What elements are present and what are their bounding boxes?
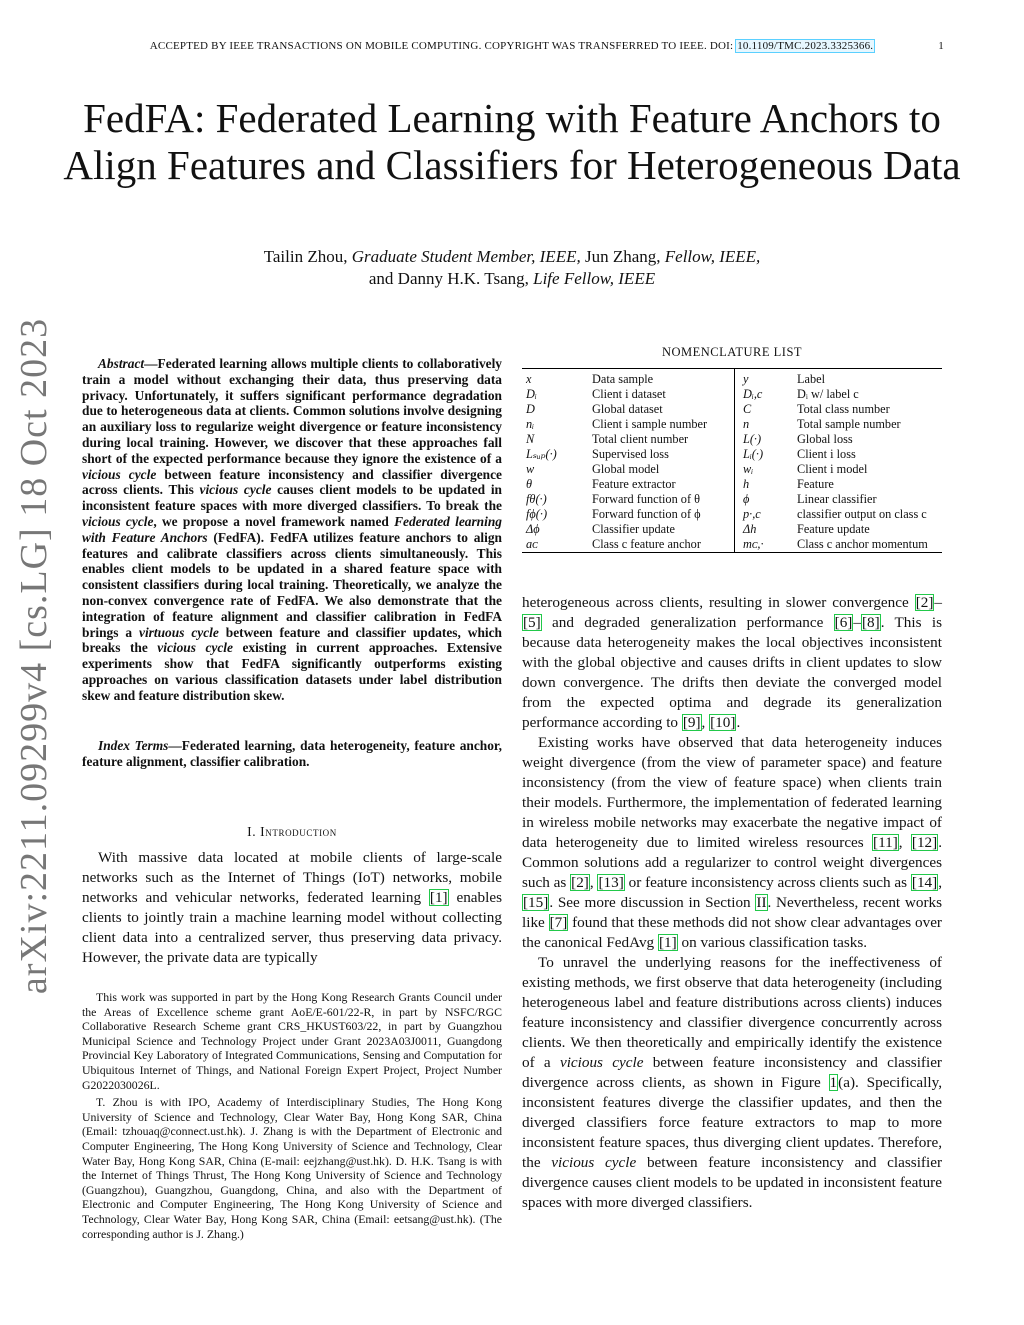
abstract-text: causes client models to be updated in inconsistent feature spaces with more diverged classifiers. To break the (82, 482, 502, 514)
nomenclature-description: Feature (797, 477, 834, 491)
nomenclature-description: Global dataset (592, 402, 735, 417)
abstract-emphasis: vicious cycle (82, 513, 154, 529)
nomenclature-description: Data sample (592, 369, 735, 387)
author-role: Graduate Student Member, IEEE, (351, 247, 581, 266)
nomenclature-description: Class c anchor momentum (797, 537, 928, 551)
citation-link[interactable]: [12] (911, 834, 938, 851)
index-terms-text: —Federated learning, data heterogeneity, feature anchor, feature alignment, classifier calibration. (82, 738, 502, 769)
nomenclature-row (522, 462, 942, 477)
author-list (120, 246, 904, 290)
emphasis-text: vicious cycle (551, 1154, 637, 1171)
abstract-text: (FedFA). FedFA utilizes feature anchors to align features and calibrate classifiers across clients simultaneously. This enables client models to be updated in a shared feature space with consistent classifiers during local training. Theoretically, we analyze the non-convex convergence rate of FedFA. We also demonstrate that the integration of feature alignment and classifier calibration in FedFA brings a (82, 529, 502, 640)
nomenclature-description: Feature update (797, 522, 870, 536)
nomenclature-description: Forward function of ϕ (592, 507, 735, 522)
citation-link[interactable]: [9] (682, 714, 701, 731)
figure-link[interactable]: 1 (829, 1074, 838, 1091)
citation-link[interactable]: [7] (549, 914, 568, 931)
citation-link[interactable]: [1] (429, 889, 448, 906)
nomenclature-description: Global loss (797, 432, 853, 446)
nomenclature-description: Total client number (592, 432, 735, 447)
paper-title: FedFA: Federated Learning with Feature Anchors to Align Features and Classifiers for Heterogeneous Data (63, 95, 961, 188)
nomenclature-row (522, 447, 942, 462)
nomenclature-symbol: h (743, 477, 750, 491)
nomenclature-symbol: Δh (743, 522, 757, 536)
page-number: 1 (938, 40, 944, 52)
right-column-text (522, 593, 942, 1213)
nomenclature-symbol: Lₛᵤₚ(·) (526, 447, 557, 461)
nomenclature-symbol: fϕ(·) (526, 507, 548, 521)
nomenclature-symbol: D (526, 402, 535, 416)
nomenclature-row (522, 507, 942, 522)
intro-paragraph (82, 848, 502, 968)
nomenclature-description: Label (797, 372, 825, 386)
nomenclature-row (522, 402, 942, 417)
citation-link[interactable]: [2] (571, 874, 589, 891)
author-name: Tailin Zhou, (263, 247, 352, 266)
nomenclature-description: Client i model (797, 462, 868, 476)
citation-link[interactable]: [14] (911, 874, 938, 891)
abstract (82, 356, 502, 704)
nomenclature-row (522, 522, 942, 537)
nomenclature-symbol: Dᵢ (526, 387, 537, 401)
citation-link[interactable]: [6] (834, 614, 853, 631)
author-role: Fellow, IEEE, (664, 247, 761, 266)
nomenclature-symbol: aᴄ (526, 537, 538, 551)
nomenclature-description: Supervised loss (592, 447, 735, 462)
nomenclature-grid (522, 369, 942, 552)
nomenclature-symbol: n (743, 417, 750, 431)
nomenclature-description: Classifier update (592, 522, 735, 537)
doi-link[interactable]: 10.1109/TMC.2023.3325366. (737, 40, 874, 52)
index-terms (82, 738, 502, 770)
index-terms-label: Index Terms (98, 738, 169, 753)
nomenclature-description: Feature extractor (592, 477, 735, 492)
nomenclature-description: Global model (592, 462, 735, 477)
nomenclature-symbol: fθ(·) (526, 492, 547, 506)
running-header (80, 40, 944, 52)
citation-link[interactable]: [11] (873, 834, 898, 851)
body-paragraph: Existing works have observed that data heterogeneity induces weight divergence (from the view of parameter space) and feature inconsistency (from the view of feature space) when clients train their models. Furthermore, the implementation of federated learning in wireless mobile networks may exacerbate the negative impact of data heterogeneity due to limited wireless resources [11], [12]. Common solutions add a regularizer to control weight divergences such as [2], [13] or feature inconsistency across clients such as [14], [15]. See more discussion in Section II. Nevertheless, recent works like [7] found that these methods did not show clear advantages over the canonical FedAvg [1] on various classification tasks. (522, 734, 943, 951)
nomenclature-row (522, 432, 942, 447)
abstract-text: , we propose a novel framework named (153, 513, 395, 529)
affiliation-footnote: T. Zhou is with IPO, Academy of Interdisciplinary Studies, The Hong Kong University of Science and Technology, Clear Water Bay, Hong Kong SAR, China (Email: tzhouaq@connect.ust.hk). J. Zhang is with the Department of Electronic and Computer Engineering, The Hong Kong University of Science and Technology, Clear Water Bay, Hong Kong SAR, China (E-mail: eejzhang@ust.hk). D. H.K. Tsang is with the Internet of Things Thrust, The Hong Kong University of Science and Technology (Guangzhou), Guangzhou, Guangdong, China, and also with the Department of Electronic and Computer Engineering, The Hong Kong University of Science and Technology, Clear Water Bay, Hong Kong SAR, China (Email: eetsang@ust.hk). (The corresponding author is J. Zhang.) (82, 1095, 502, 1241)
body-paragraph: To unravel the underlying reasons for the ineffectiveness of existing methods, we first observe that data heterogeneity (including heterogeneous label and feature distributions across clients) induces feature inconsistency and classifier divergence concurrently across clients. We then theoretically and empirically identify the existence of a vicious cycle between feature inconsistency and classifier divergence across clients, as shown in Figure 1(a). Specifically, inconsistent features diverge the classifier updates, and then the diverged classifiers force feature extractors to map to more inconsistent feature spaces, thus diverging client updates. Therefore, the vicious cycle between feature inconsistency and classifier divergence causes client models to be updated in inconsistent feature spaces with more diverged classifiers. (522, 954, 943, 1211)
nomenclature-symbol: w (526, 462, 535, 476)
nomenclature-row (522, 369, 942, 387)
abstract-text: existing in current approaches. Extensive experiments show that FedFA significantly outperforms existing approaches on various classification datasets under label distribution skew and feature distribution skew. (82, 640, 502, 703)
abstract-emphasis: vicious cycle (157, 640, 233, 656)
abstract-text: —Federated learning allows multiple clients to collaboratively train a model without exchanging their data, thus preserving data privacy. Unfortunately, it suffers significant performance degradation due to heterogeneous data at clients. Common solutions involve designing an auxiliary loss to regularize weight divergence or feature inconsistency during local training. However, we discover that these approaches fall short of the expected performance because they ignore the existence of a (82, 356, 502, 466)
abstract-emphasis: Federated learning with Feature Anchors (82, 513, 502, 545)
nomenclature-symbol: ϕ (743, 492, 750, 506)
nomenclature-description: Linear classifier (797, 492, 877, 506)
abstract-text: between feature inconsistency and classifier divergence across clients. This (82, 466, 502, 498)
abstract-text: between feature and classifier updates, which breaks the (82, 624, 502, 656)
nomenclature-title: NOMENCLATURE LIST (661, 345, 803, 359)
nomenclature-symbol: x (526, 372, 532, 386)
abstract-emphasis: vicious cycle (199, 482, 272, 498)
nomenclature-symbol: nᵢ (526, 417, 535, 431)
body-paragraph: heterogeneous across clients, resulting in slower convergence [2]–[5] and degraded generalization performance [6]–[8]. This is because data heterogeneity makes the local objectives inconsistent with the global objective and causes drifts in client updates to slow down convergence. The drifts then deviate the converged model from the expected optima and degrade its generalization performance according to [9], [10]. (522, 594, 942, 731)
footnotes (82, 990, 502, 1244)
citation-link[interactable]: [1] (658, 934, 677, 951)
nomenclature-row (522, 492, 942, 507)
author-name: Jun Zhang, (580, 247, 665, 266)
author-role: Life Fellow, IEEE (533, 269, 656, 288)
arxiv-stamp: arXiv:2211.09299v4 [cs.LG] 18 Oct 2023 (13, 317, 55, 995)
citation-link[interactable]: [8] (861, 614, 880, 631)
nomenclature-symbol: Δϕ (526, 522, 540, 536)
section-number: I. (247, 824, 261, 839)
nomenclature-symbol: Lᵢ(·) (743, 447, 764, 461)
nomenclature-symbol: y (743, 372, 749, 386)
header-text: ACCEPTED BY IEEE TRANSACTIONS ON MOBILE COMPUTING. COPYRIGHT WAS TRANSFERRED TO IEEE. DOI: (149, 40, 737, 52)
nomenclature-row (522, 477, 942, 492)
nomenclature-description: Forward function of θ (592, 492, 735, 507)
author-name: and Danny H.K. Tsang, (368, 269, 534, 288)
nomenclature-description: Class c feature anchor (592, 537, 735, 552)
citation-link[interactable]: [2] (915, 594, 934, 611)
citation-link[interactable]: [15] (523, 894, 549, 911)
nomenclature-description: Client i sample number (592, 417, 735, 432)
citation-link[interactable]: [5] (523, 614, 541, 631)
intro-text: enables clients to jointly train a machine learning model without collecting client data into a centralized server, thus preserving data privacy. However, the private data are typically (82, 889, 502, 966)
nomenclature-row (522, 417, 942, 432)
section-heading (82, 824, 502, 840)
nomenclature-row (522, 537, 942, 552)
nomenclature-description: Client i loss (797, 447, 856, 461)
nomenclature-symbol: C (743, 402, 752, 416)
abstract-emphasis: virtuous cycle (139, 624, 219, 640)
nomenclature-symbol: L(·) (743, 432, 762, 446)
nomenclature-symbol: p·,c (743, 507, 761, 521)
citation-link[interactable]: [13] (598, 874, 624, 891)
nomenclature-description: Client i dataset (592, 387, 735, 402)
nomenclature-table (522, 368, 942, 553)
nomenclature-description: Dᵢ w/ label c (797, 387, 859, 401)
section-link[interactable]: II (756, 894, 767, 911)
citation-link[interactable]: [10] (710, 714, 736, 731)
abstract-emphasis: vicious cycle (82, 466, 157, 482)
intro-text: With massive data located at mobile clients of large-scale networks such as the Internet of Things (IoT) networks, mobile networks and vehicular networks, federated learning (82, 849, 502, 906)
nomenclature-symbol: mᴄ,· (743, 537, 764, 551)
nomenclature-symbol: wᵢ (743, 462, 754, 476)
nomenclature-description: classifier output on class c (797, 507, 927, 521)
nomenclature-symbol: Dᵢ,c (743, 387, 763, 401)
section-title: Introduction (260, 824, 337, 839)
nomenclature-symbol: N (526, 432, 535, 446)
nomenclature-row (522, 387, 942, 402)
emphasis-text: vicious cycle (559, 1054, 644, 1071)
nomenclature-description: Total sample number (797, 417, 901, 431)
funding-footnote: This work was supported in part by the Hong Kong Research Grants Council under the Areas of Excellence scheme grant AoE/E-601/22-R, in part by NSFC/RGC Collaborative Research Scheme grant CRS_HKUST603/22, in part by Guangzhou Municipal Science and Technology Project under Grant 2023A03J0011, Guangdong Provincial Key Laboratory of Integrated Communications, Sensing and Computation for Ubiquitous Internet of Things, and National Foreign Expert Project, Project Number G2022030026L. (82, 990, 502, 1092)
nomenclature-description: Total class number (797, 402, 890, 416)
abstract-label: Abstract (98, 356, 145, 371)
nomenclature-symbol: θ (526, 477, 533, 491)
